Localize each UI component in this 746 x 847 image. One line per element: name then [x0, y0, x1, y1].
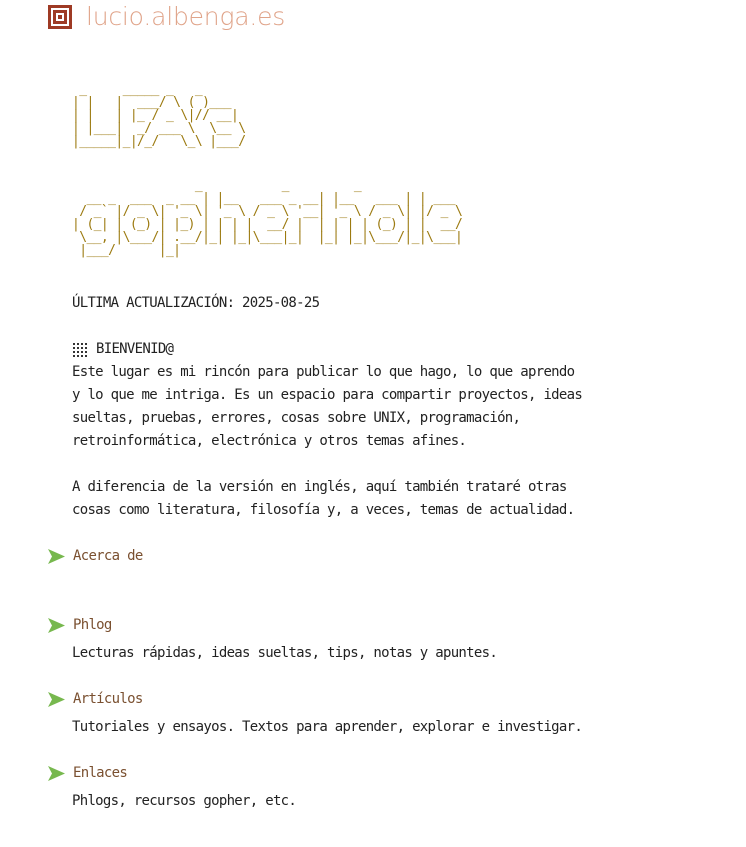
- menu-link-phlog[interactable]: Phlog: [73, 617, 112, 633]
- ascii-art-lucio: _ _____ _ _ | | | ___/ \ ( )___ | | | |_ / _ \|// __| | |___| _/ ___ \ \__ \ |_____|_|/_/ \_\ |___/: [72, 82, 246, 149]
- menu-description-links: Phlogs, recursos gopher, etc.: [72, 793, 297, 809]
- menu-item-articles[interactable]: [48, 691, 143, 707]
- ascii-art-gopherhole: _ _ _ __ _ ___ _ __ | |__ ___ _ __| |__ ___ | | ___ / _` |/ _ \| '_ \| '_ \ / _ \ '__| '_ \ / _ \| |/ _ \ | (_| | (_) | |_) | | | | __/ | | | | | (_) | | __/ \__, |\___/| .__/|_| |_|\___|_| |_| |_|\___/|_|\___| |___/ |_|: [72, 178, 463, 258]
- welcome-heading: [72, 338, 173, 361]
- intro-paragraph-secondary: A diferencia de la versión en inglés, aquí también trataré otras cosas como literatura, filosofía y, a veces, temas de actualidad.: [72, 479, 575, 518]
- menu-description-phlog: Lecturas rápidas, ideas sueltas, tips, notas y apuntes.: [72, 645, 498, 661]
- arrow-right-icon: [48, 692, 65, 707]
- menu-link-about[interactable]: Acerca de: [73, 548, 143, 564]
- arrow-right-icon: [48, 618, 65, 633]
- arrow-right-icon: [48, 766, 65, 781]
- menu-item-links[interactable]: [48, 765, 127, 781]
- arrow-right-icon: [48, 549, 65, 564]
- last-updated: ÚLTIMA ACTUALIZACIÓN: 2025-08-25: [72, 295, 320, 311]
- site-header: [48, 2, 285, 31]
- menu-link-links[interactable]: Enlaces: [73, 765, 128, 781]
- intro-paragraph: Este lugar es mi rincón para publicar lo que hago, lo que aprendo y lo que me intriga. Es un espacio para compartir proyectos, ideas sueltas, pruebas, errores, cosas sobre UNIX, programación, retroinformática, electrónica y otros temas afines.: [72, 364, 583, 449]
- braille-dots-icon: [72, 342, 88, 358]
- menu-link-articles[interactable]: Artículos: [73, 691, 143, 707]
- menu-description-articles: Tutoriales y ensayos. Textos para aprender, explorar e investigar.: [72, 719, 583, 735]
- welcome-heading-text: BIENVENID@: [96, 341, 174, 357]
- menu-item-phlog[interactable]: [48, 617, 112, 633]
- site-title-link[interactable]: lucio.albenga.es: [86, 2, 286, 31]
- menu-item-about[interactable]: [48, 548, 143, 564]
- concentric-square-icon[interactable]: [48, 5, 72, 29]
